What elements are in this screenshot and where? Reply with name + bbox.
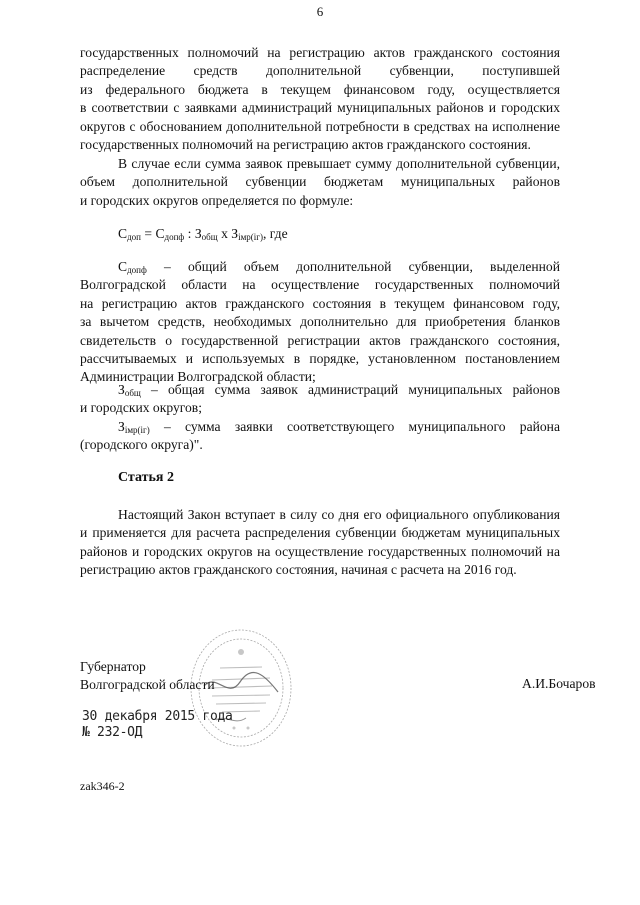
paragraph-distribution bbox=[80, 44, 560, 154]
law-number: № 232-ОД bbox=[82, 724, 143, 741]
text-line: В случае если сумма заявок превышает сумму дополнительной субвенции, bbox=[118, 156, 560, 171]
signature-title-line: Губернатор bbox=[80, 659, 146, 674]
definition-c-dopf bbox=[80, 258, 560, 387]
text-line: за вычетом средств, необходимых дополнительно для приобретения бланков bbox=[80, 314, 560, 330]
text-line: в соответствии с заявками администраций муниципальных районов и городских bbox=[80, 100, 560, 116]
text-line: (городского округа)". bbox=[80, 437, 203, 453]
text-line: на регистрацию актов гражданского состояния в текущем финансовом году, bbox=[80, 295, 560, 311]
text-line: свидетельств о государственной регистрации актов гражданского состояния, bbox=[80, 332, 560, 348]
text-line: $С_{допф}$ – общий объем дополнительной субвенции, выделенной bbox=[118, 259, 560, 275]
definition-z-imr bbox=[80, 418, 560, 455]
page-number: 6 bbox=[316, 4, 324, 19]
text-line: государственных полномочий на регистрацию актов гражданского состояния. bbox=[80, 137, 531, 153]
text-line: и городских округов; bbox=[80, 400, 202, 416]
text-line: районов и городских округов на осуществление государственных полномочий на bbox=[80, 543, 560, 559]
signatory-name: А.И.Бочаров bbox=[522, 676, 596, 691]
text-line: Настоящий Закон вступает в силу со дня его официального опубликования bbox=[118, 507, 560, 522]
article-title: Статья 2 bbox=[118, 470, 174, 485]
formula: $С_{доп} = С_{допф}$ : $З_{общ}$ х $З_{імр(іг)}$, где bbox=[118, 226, 288, 242]
text-line: Администрации Волгоградской области; bbox=[80, 369, 316, 385]
text-line: из федерального бюджета в текущем финансовом году, осуществляется bbox=[80, 81, 560, 97]
signature-title-line: Волгоградской области bbox=[80, 677, 215, 692]
text-line: $З_{общ}$ – общая сумма заявок администраций муниципальных районов bbox=[118, 382, 560, 398]
signing-date: 30 декабря 2015 года bbox=[82, 708, 233, 725]
text-line: государственных полномочий на регистрацию актов гражданского состояния bbox=[80, 45, 560, 60]
text-line: и городских округов определяется по формуле: bbox=[80, 192, 354, 208]
text-line: и применяется для расчета распределения субвенции бюджетам муниципальных bbox=[80, 525, 560, 541]
text-line: регистрацию актов гражданского состояния, начиная с расчета на 2016 год. bbox=[80, 562, 517, 578]
signature-title bbox=[80, 658, 215, 694]
text-line: округов с обоснованием дополнительной потребности в средствах на исполнение bbox=[80, 118, 560, 134]
text-line: $З_{імр(іг)}$ – сумма заявки соответствующего муниципального района bbox=[118, 419, 560, 435]
text-line: объем дополнительной субвенции бюджетам муниципальных районов bbox=[80, 174, 560, 190]
article-text bbox=[80, 506, 560, 580]
paragraph-formula-intro bbox=[80, 155, 560, 210]
text-line: рассчитываемых и используемых в порядке, установленном постановлением bbox=[80, 351, 560, 367]
text-line: распределение средств дополнительной субвенции, поступившей bbox=[80, 63, 560, 79]
text-line: Волгоградской области на осуществление государственных полномочий bbox=[80, 277, 560, 293]
document-code: zak346-2 bbox=[80, 779, 125, 793]
definition-z-obsch bbox=[80, 381, 560, 418]
